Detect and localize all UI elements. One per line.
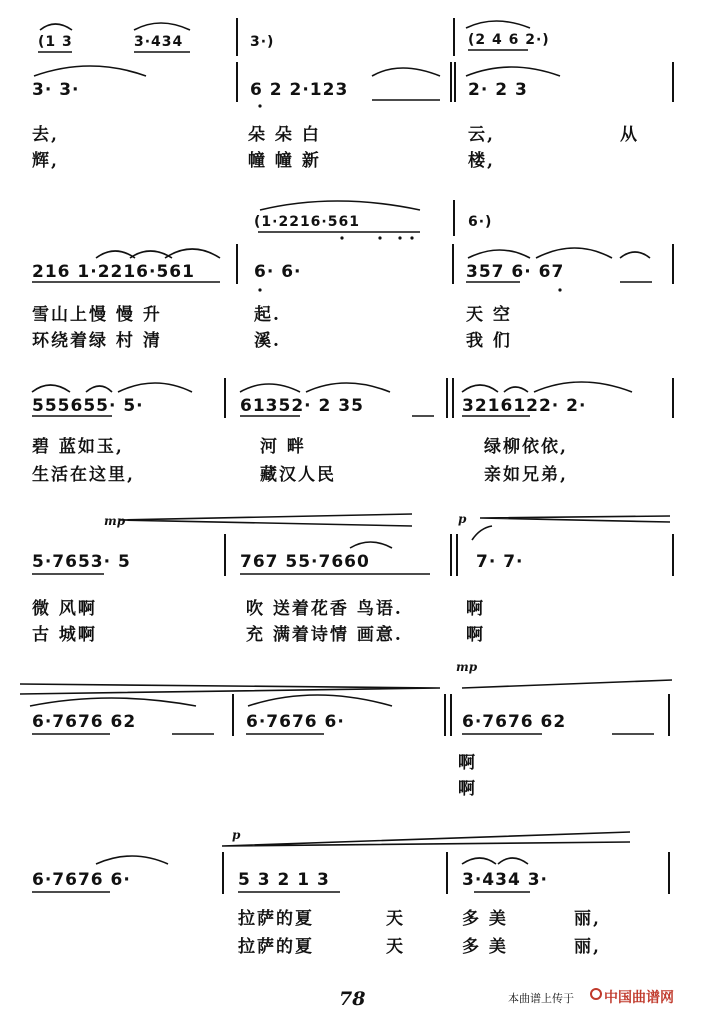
cue-notes: (2 4 6 2·) xyxy=(468,32,550,48)
melody-measure: 61352· 2 35 xyxy=(240,396,364,416)
crescendo-hairpin xyxy=(120,514,412,526)
melody-measure: 5·7653· 5 xyxy=(32,552,131,572)
lyric-verse-1: 天 xyxy=(386,909,405,929)
lyric-verse-1: 啊 xyxy=(458,753,477,773)
barline xyxy=(453,200,455,236)
barline xyxy=(452,378,454,418)
barline xyxy=(456,534,458,576)
cue-notes: (1·2216·561 xyxy=(254,214,360,230)
melody-measure: 3·434 3· xyxy=(462,870,548,890)
lyric-verse-1: 吹 送着花香 鸟语. xyxy=(246,599,403,619)
lyric-verse-2: 亲如兄弟, xyxy=(484,465,568,485)
lyric-verse-1: 朵 朵 白 xyxy=(248,125,321,145)
slur xyxy=(466,21,530,28)
slur xyxy=(240,384,300,392)
barline xyxy=(446,852,448,894)
melody-measure: 6 2 2·123 xyxy=(250,80,349,100)
slur xyxy=(466,67,560,76)
barline xyxy=(450,62,452,102)
barline xyxy=(672,378,674,418)
slur xyxy=(372,68,440,76)
melody-measure: 6·7676 62 xyxy=(462,712,567,732)
slur xyxy=(118,383,192,392)
melody-measure: 5 3 2 1 3 xyxy=(238,870,330,890)
cue-notes: 3·434 xyxy=(134,34,184,50)
dynamic-mark: mp xyxy=(456,660,478,674)
melody-measure: 6·7676 62 xyxy=(32,712,137,732)
lyric-verse-2: 充 满着诗情 画意. xyxy=(246,625,403,645)
slur xyxy=(498,858,528,864)
barline xyxy=(672,534,674,576)
slur xyxy=(504,387,528,392)
lyric-verse-1: 多 美 xyxy=(462,909,508,929)
slur xyxy=(40,24,72,30)
barline xyxy=(668,852,670,894)
lyric-verse-1: 啊 xyxy=(466,599,485,619)
site-logo-icon xyxy=(590,988,602,1000)
barline xyxy=(236,62,238,102)
decrescendo-hairpin xyxy=(480,516,670,522)
slur xyxy=(306,383,390,392)
slur xyxy=(248,695,392,706)
barline xyxy=(446,378,448,418)
barline xyxy=(668,694,670,736)
lyric-verse-1: 丽, xyxy=(574,909,601,929)
slur xyxy=(34,66,146,76)
melody-measure: 6· 6· xyxy=(254,262,302,282)
decrescendo-hairpin xyxy=(222,832,630,846)
cue-notes: 3·) xyxy=(250,34,275,50)
slur xyxy=(462,385,498,392)
barline xyxy=(450,534,452,576)
crescendo-hairpin xyxy=(20,684,440,694)
dynamic-mark: mp xyxy=(104,514,126,528)
lyric-verse-1: 云, xyxy=(468,125,495,145)
melody-measure: 216 1·2216·561 xyxy=(32,262,195,282)
slur xyxy=(468,250,530,258)
lyric-verse-1: 绿柳依依, xyxy=(484,437,568,457)
lyric-verse-2: 溪. xyxy=(254,331,281,351)
lyric-verse-1: 从 xyxy=(620,125,639,145)
watermark-site: 中国曲谱网 xyxy=(604,990,674,1006)
lyric-verse-1: 去, xyxy=(32,125,59,145)
barline xyxy=(224,378,226,418)
lyric-verse-2: 环绕着绿 村 清 xyxy=(32,331,162,351)
lyric-verse-1: 河 畔 xyxy=(260,437,306,457)
lyric-verse-2: 多 美 xyxy=(462,937,508,957)
lyric-verse-2: 幢 幢 新 xyxy=(248,151,321,171)
melody-measure: 6·7676 6· xyxy=(246,712,345,732)
lyric-verse-2: 藏汉人民 xyxy=(260,465,336,485)
lyric-verse-2: 啊 xyxy=(458,779,477,799)
slur xyxy=(96,856,168,864)
melody-measure: 357 6· 67 xyxy=(466,262,565,282)
lyric-verse-1: 拉萨的夏 xyxy=(238,909,314,929)
slur xyxy=(620,252,650,258)
lyric-verse-1: 天 空 xyxy=(466,305,512,325)
slur xyxy=(96,251,135,258)
dynamic-mark: p xyxy=(232,828,241,842)
barline xyxy=(222,852,224,894)
slur xyxy=(534,382,632,392)
dynamic-mark: p xyxy=(458,512,467,526)
barline xyxy=(224,534,226,576)
barline xyxy=(672,244,674,284)
barline xyxy=(232,694,234,736)
slur xyxy=(134,23,190,30)
slur xyxy=(462,858,496,864)
lyric-verse-2: 啊 xyxy=(466,625,485,645)
melody-measure: 6·7676 6· xyxy=(32,870,131,890)
barline xyxy=(454,62,456,102)
slur xyxy=(462,680,672,688)
slur xyxy=(472,526,492,540)
cue-notes: (1 3 xyxy=(38,34,73,50)
slur xyxy=(165,249,220,258)
lyric-verse-2: 丽, xyxy=(574,937,601,957)
lyric-verse-1: 微 风啊 xyxy=(32,599,97,619)
melody-measure: 3· 3· xyxy=(32,80,80,100)
lyric-verse-1: 雪山上慢 慢 升 xyxy=(32,305,162,325)
lyric-verse-2: 生活在这里, xyxy=(32,465,135,485)
melody-measure: 7· 7· xyxy=(476,552,524,572)
page-number: 78 xyxy=(339,988,366,1010)
slur xyxy=(350,542,392,548)
lyric-verse-2: 楼, xyxy=(468,151,495,171)
slur xyxy=(32,385,70,392)
barline xyxy=(453,18,455,56)
lyric-verse-2: 辉, xyxy=(32,151,59,171)
barline xyxy=(452,244,454,284)
barline xyxy=(236,244,238,284)
slur xyxy=(130,251,172,258)
melody-measure: 767 55·7660 xyxy=(240,552,370,572)
cue-notes: 6·) xyxy=(468,214,493,230)
melody-measure: 555655· 5· xyxy=(32,396,144,416)
slur xyxy=(260,201,420,210)
lyric-verse-2: 我 们 xyxy=(466,331,512,351)
lyric-verse-2: 拉萨的夏 xyxy=(238,937,314,957)
slur xyxy=(536,248,612,258)
slur xyxy=(86,386,112,392)
lyric-verse-2: 古 城啊 xyxy=(32,625,97,645)
barline xyxy=(672,62,674,102)
slur xyxy=(30,698,196,706)
barline xyxy=(444,694,446,736)
lyric-verse-2: 天 xyxy=(386,937,405,957)
lyric-verse-1: 起. xyxy=(254,305,281,325)
barline xyxy=(450,694,452,736)
watermark-text: 本曲谱上传于 xyxy=(508,992,574,1005)
melody-measure: 2· 2 3 xyxy=(468,80,528,100)
lyric-verse-1: 碧 蓝如玉, xyxy=(32,437,124,457)
barline xyxy=(236,18,238,56)
melody-measure: 3216122· 2· xyxy=(462,396,587,416)
